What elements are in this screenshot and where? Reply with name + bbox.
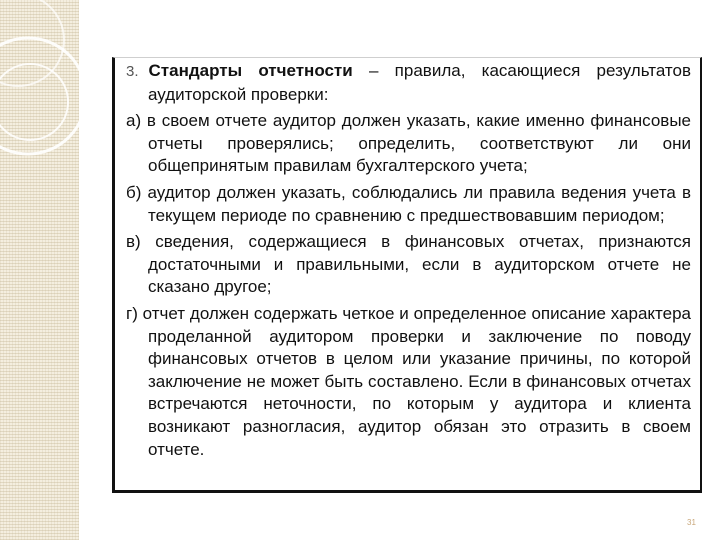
slide-text <box>126 60 691 465</box>
paragraph-g: г) отчет должен содержать четкое и определенное описание характера проделанной аудитором проверки и заключение по поводу финансовых отчетов в целом или указание причины, по которой заключение не может быть составлено. Если в финансовых отчетах встречаются неточности, по которым у аудитора и клиента возникают разногласия, аудитор обязан это отразить в своем отчете. <box>126 303 691 459</box>
paragraph-a: а) в своем отчете аудитор должен указать, какие именно финансовые отчеты проверялись; определить, соответствуют ли они общепринятым правилам бухгалтерского учета; <box>126 111 691 176</box>
standards-heading <box>126 60 691 106</box>
heading-bold: Стандарты отчетности <box>148 61 353 80</box>
page-number: 31 <box>687 518 696 527</box>
paragraph-b: б) аудитор должен указать, соблюдались ли правила ведения учета в текущем периоде по сравнению с предшествовавшим периодом; <box>126 182 691 225</box>
decorative-circles <box>0 0 79 200</box>
paragraph-v: в) сведения, содержащиеся в финансовых отчетах, признаются достаточными и правильными, если в аудиторском отчете не сказано другое; <box>126 232 691 297</box>
heading-rest: – правила, касающиеся результатов аудиторской проверки: <box>148 61 692 104</box>
item-number: 3. <box>126 63 139 80</box>
